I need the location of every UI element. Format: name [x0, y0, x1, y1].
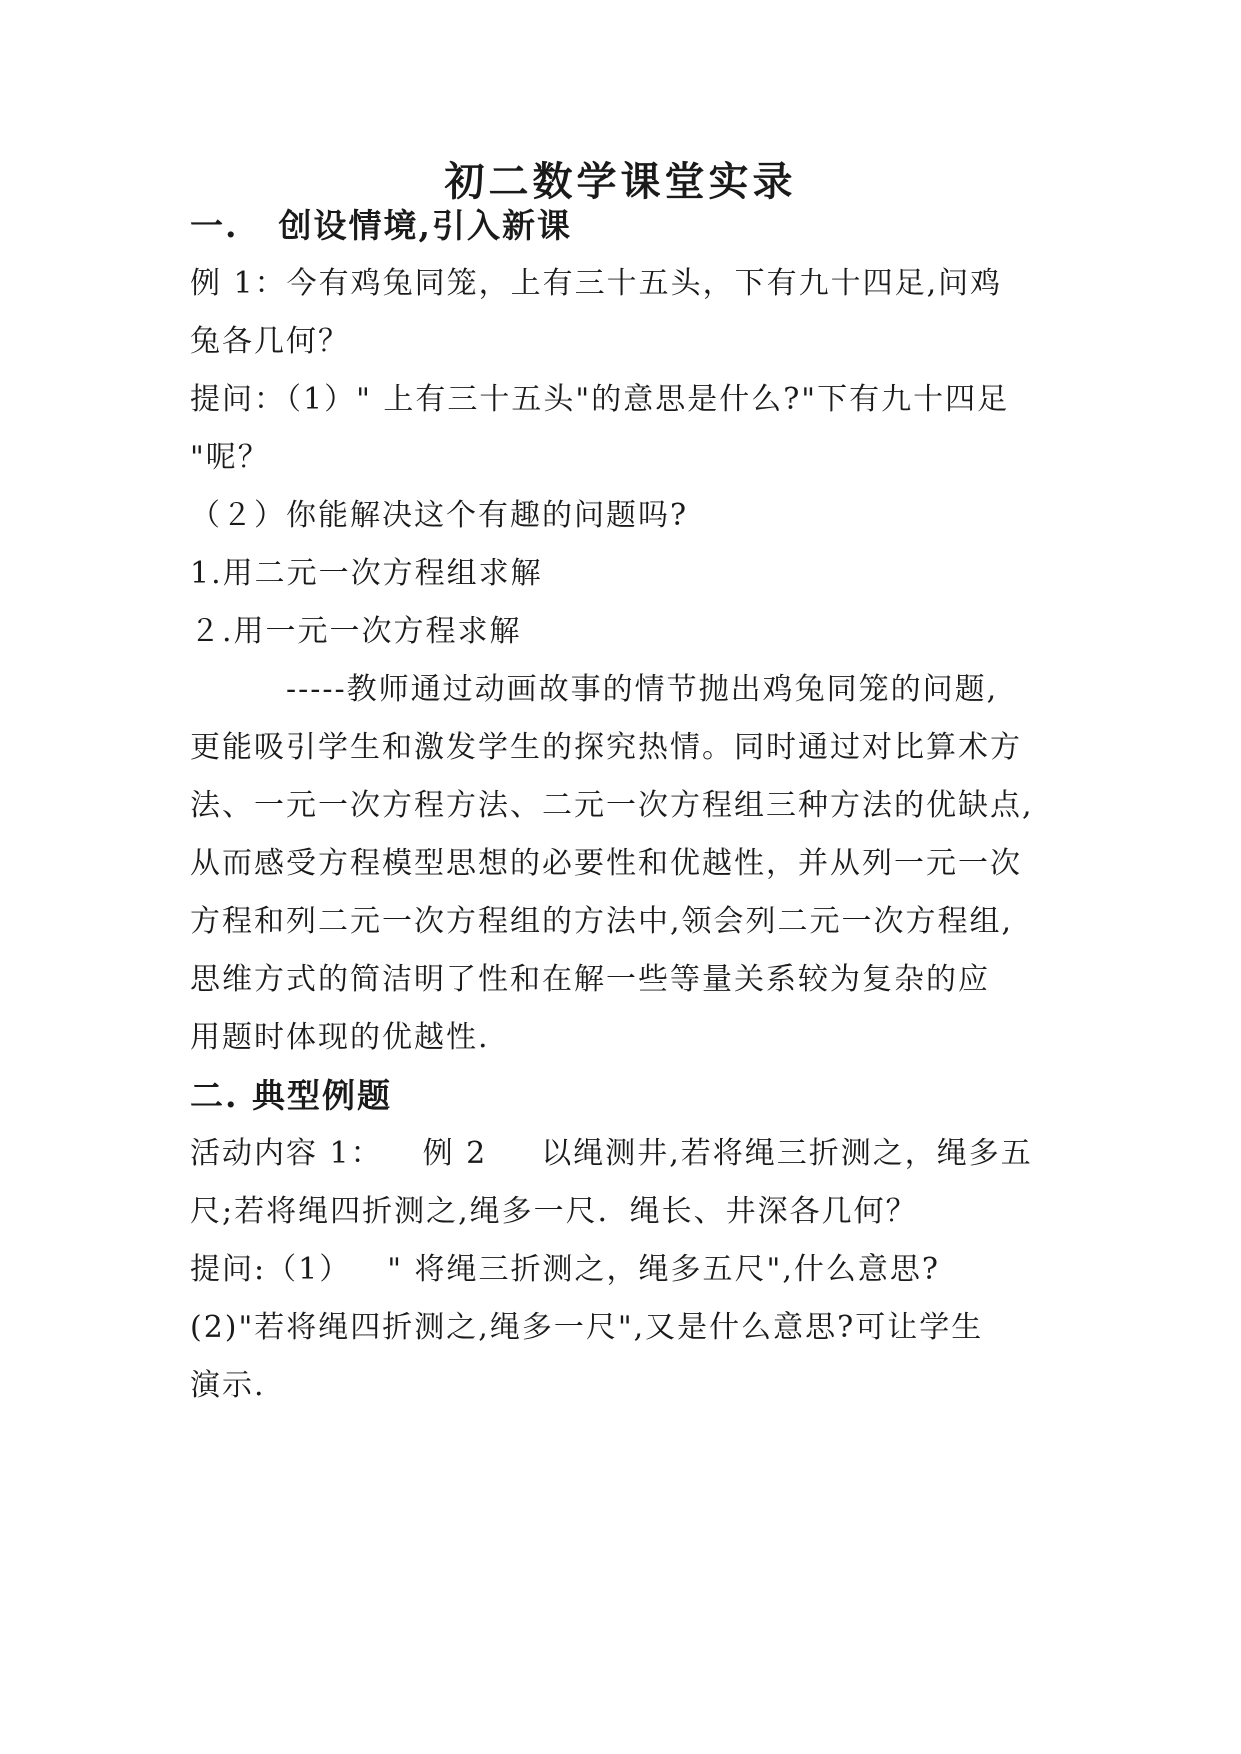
section-heading-2: 二. 典型例题 [190, 1076, 392, 1115]
text-line: 1.用二元一次方程组求解 [190, 556, 543, 591]
section-title: 创设情境,引入新课 [278, 206, 572, 245]
section-heading-1 [190, 204, 572, 248]
text-line: (2)"若将绳四折测之,绳多一尺",又是什么意思?可让学生 [190, 1310, 984, 1345]
text-line: 兔各几何？ [190, 324, 350, 359]
text-line: 方程和列二元一次方程组的方法中,领会列二元一次方程组, [190, 904, 1014, 939]
page-title: 初二数学课堂实录 [444, 158, 797, 205]
example-text: 以绳测井,若将绳三折测之，绳多五 [541, 1136, 1033, 1171]
text-line: -----教师通过动画故事的情节抛出鸡兔同笼的问题, [286, 672, 999, 707]
text-line: 提问：（1）" 上有三十五头"的意思是什么?"下有九十四足 [190, 382, 1010, 417]
example-label: 例 2 [422, 1136, 488, 1171]
text-line: （２）你能解决这个有趣的问题吗? [190, 498, 689, 533]
activity-line [190, 1132, 1033, 1176]
text-line: 演示. [190, 1368, 266, 1403]
text-line: 用题时体现的优越性. [190, 1020, 490, 1055]
text-line: 思维方式的简洁明了性和在解一些等量关系较为复杂的应 [190, 962, 990, 997]
text-line: 尺;若将绳四折测之,绳多一尺．绳长、井深各几何？ [190, 1194, 918, 1229]
text-line: ２.用一元一次方程求解 [190, 614, 522, 649]
question-text: " 将绳三折测之，绳多五尺",什么意思? [387, 1252, 940, 1287]
text-line: 法、一元一次方程方法、二元一次方程组三种方法的优缺点, [190, 788, 1034, 823]
text-line: 例 1：今有鸡兔同笼，上有三十五头，下有九十四足,问鸡 [190, 266, 1003, 301]
text-line: 更能吸引学生和激发学生的探究热情。同时通过对比算术方 [190, 730, 1022, 765]
question-label: 提问:（1） [190, 1252, 352, 1287]
activity-label: 活动内容 1： [190, 1136, 383, 1171]
section-number: 一. [190, 206, 239, 245]
question-line [190, 1248, 940, 1292]
text-line: "呢？ [190, 440, 270, 475]
text-line: 从而感受方程模型思想的必要性和优越性，并从列一元一次 [190, 846, 1022, 881]
